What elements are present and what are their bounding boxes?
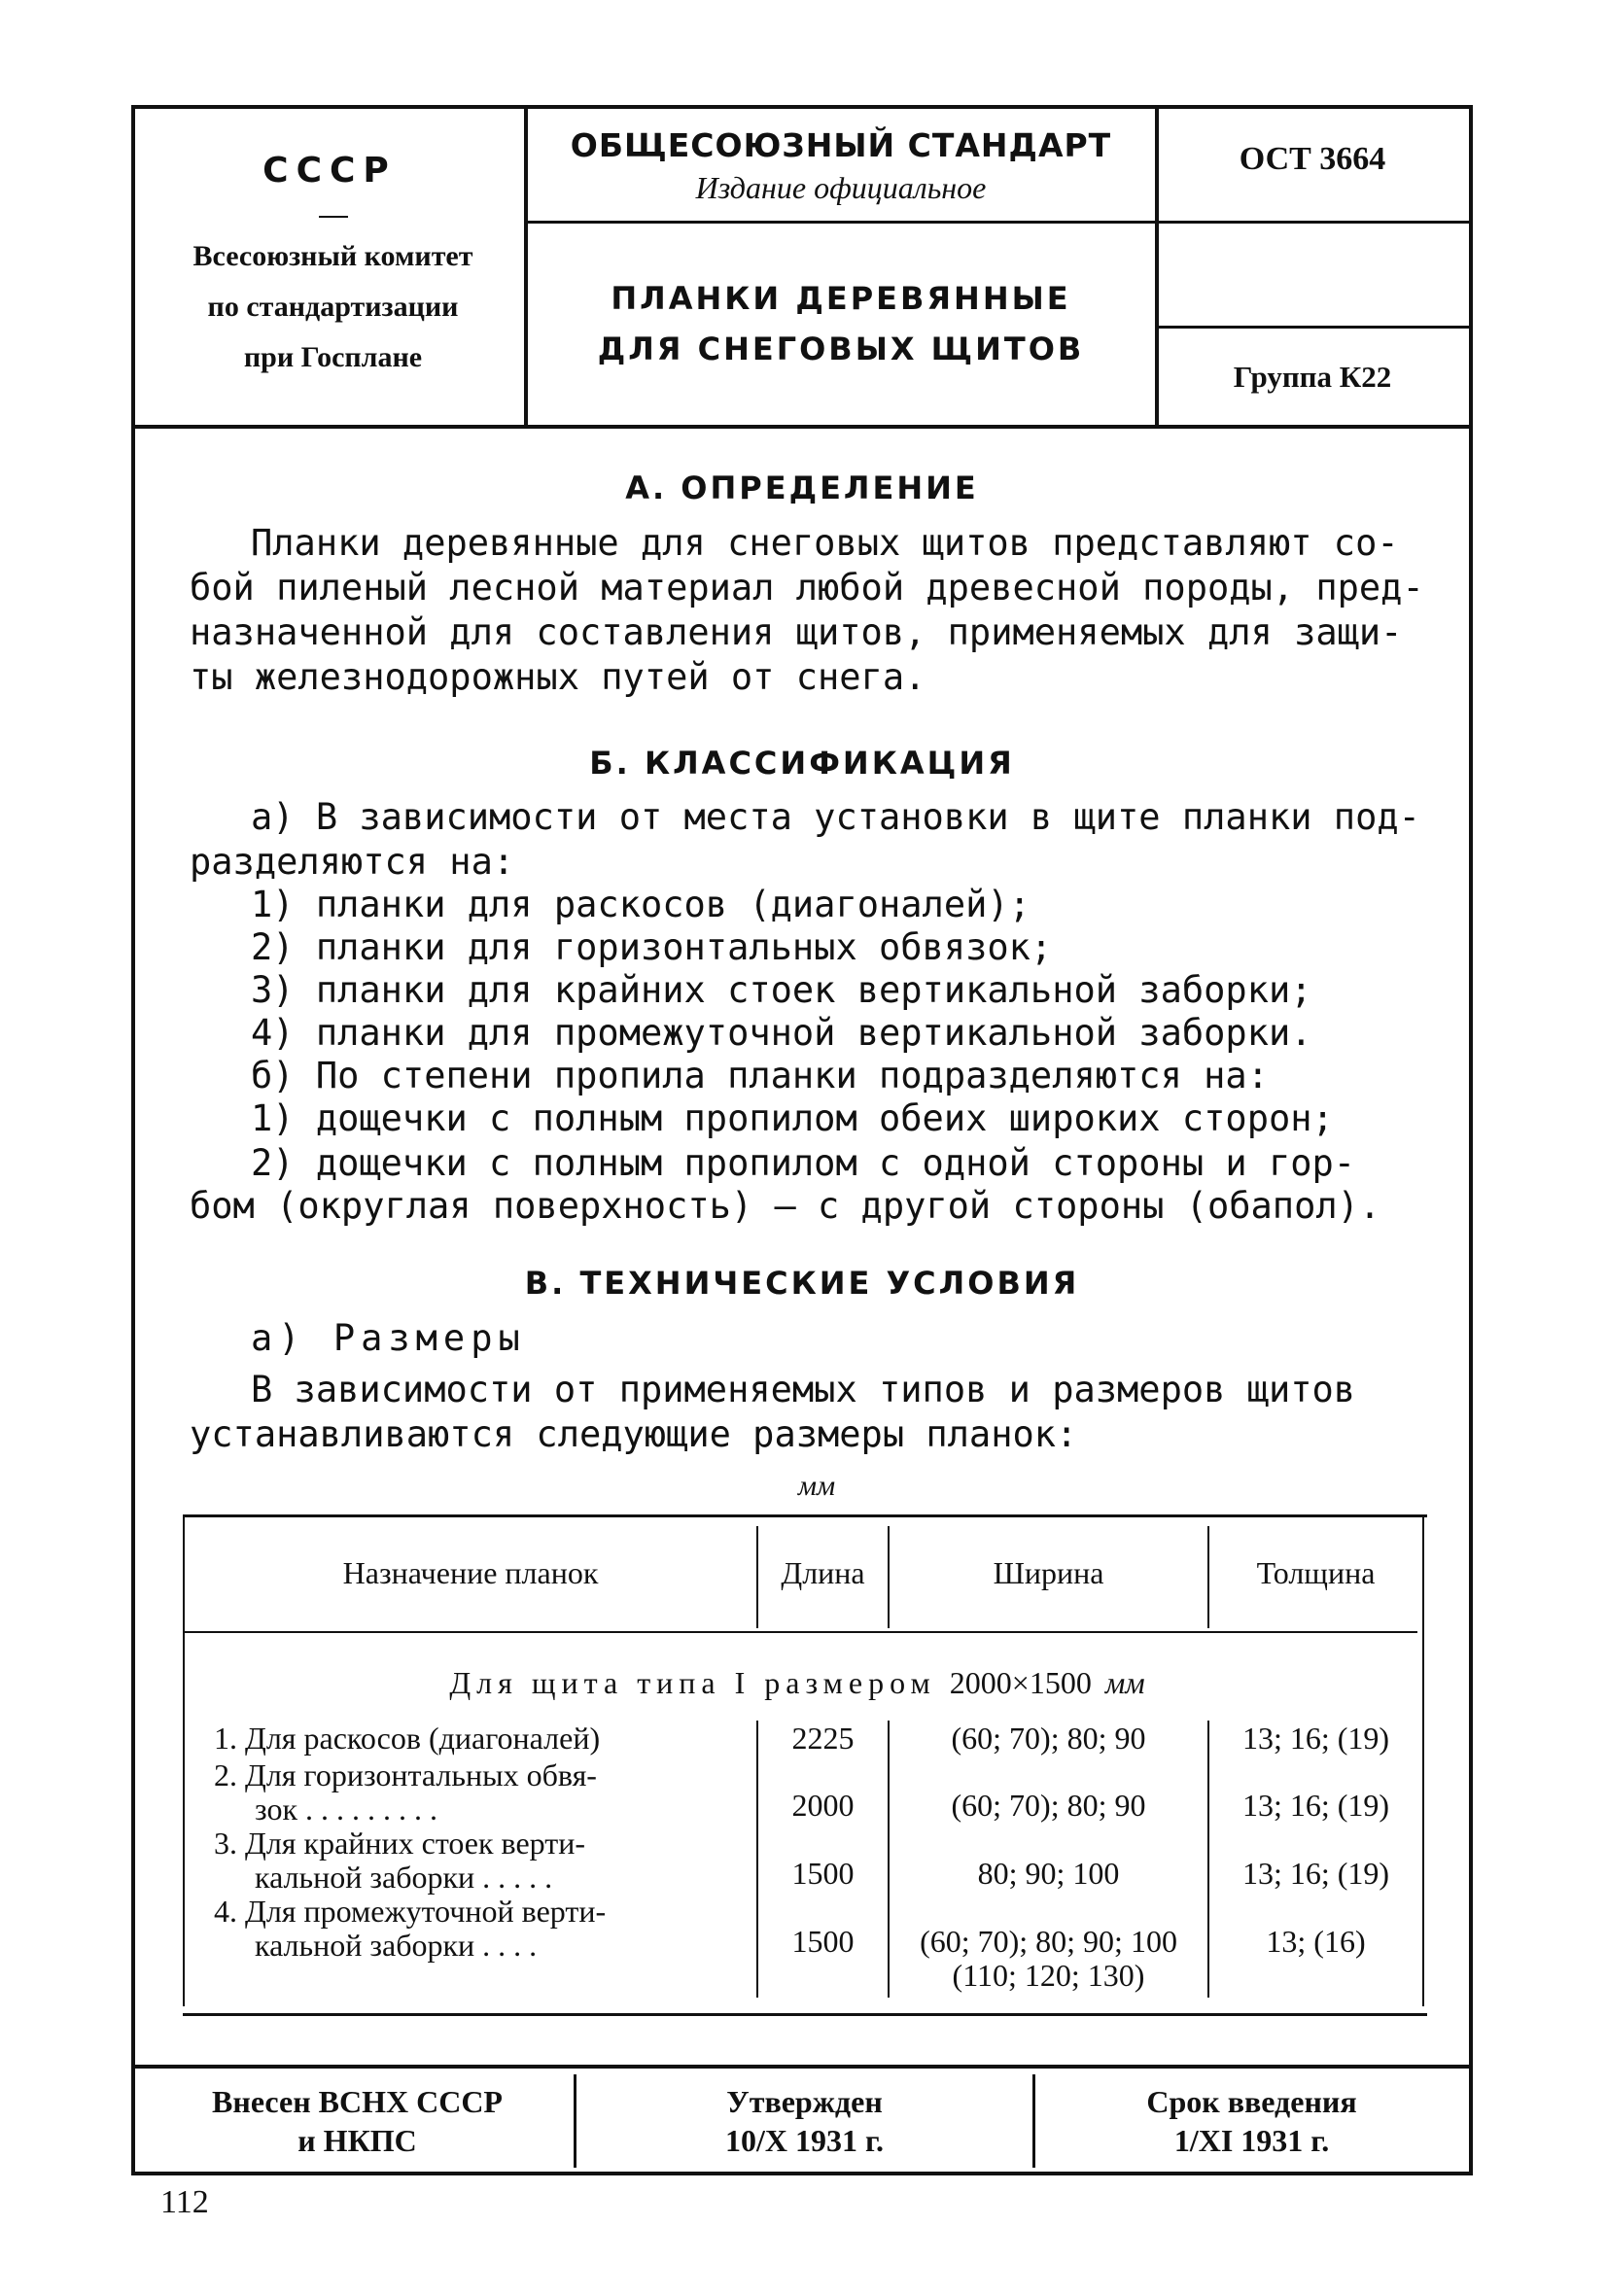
section-b-line: 2) дощечки с полным пропилом с одной стороны и гор-: [251, 1142, 1356, 1184]
table-header-length: Длина: [781, 1555, 865, 1590]
table-cell-thickness: 13; 16; (19): [1241, 1788, 1390, 1823]
header-divider-left: [524, 109, 528, 425]
table-cell-length: 1500: [791, 1924, 855, 1959]
committee-line: Всесоюзный комитет: [192, 240, 473, 272]
section-b-line: 2) планки для горизонтальных обвязок;: [251, 926, 1053, 968]
subheading-size: 2000×1500: [949, 1665, 1092, 1700]
section-a-line: назначенной для составления щитов, применяемых для защи-: [190, 611, 1403, 653]
table-right-rule: [1422, 1514, 1424, 2006]
footer-introduced-line: Внесен ВСНХ СССР: [212, 2084, 503, 2119]
table-cell-length: 1500: [791, 1856, 855, 1891]
section-b-line: 1) планки для раскосов (диагоналей);: [251, 884, 1031, 925]
section-a-line: ты железнодорожных путей от снега.: [190, 656, 926, 698]
ost-number: ОСТ 3664: [1239, 141, 1386, 177]
committee-block: [146, 231, 520, 383]
section-b-line: разделяются на:: [190, 841, 515, 883]
section-c-line: В зависимости от применяемых типов и размеров щитов: [251, 1369, 1356, 1410]
committee-line: по стандартизации: [207, 291, 459, 323]
section-b-line: 1) дощечки с полным пропилом обеих широких сторон;: [251, 1097, 1334, 1139]
section-b-line: а) В зависимости от места установки в щите планки под-: [251, 796, 1420, 838]
footer-effective-line: 1/XI 1931 г.: [1173, 2123, 1330, 2158]
table-cell-length: 2000: [791, 1788, 855, 1823]
table-subheading: [185, 1665, 1410, 1701]
section-c-subtitle: а) Размеры: [251, 1317, 526, 1359]
table-cell-width: (110; 120; 130): [952, 1958, 1145, 1993]
table-header-thickness: Толщина: [1256, 1555, 1376, 1590]
footer-effective-line: Срок введения: [1146, 2084, 1357, 2119]
table-cell-length: 2225: [791, 1721, 855, 1756]
table-cell-thickness: 13; 16; (19): [1241, 1856, 1390, 1891]
table-unit: мм: [797, 1470, 836, 1502]
committee-line: при Госплане: [243, 341, 423, 373]
product-title-line2: ДЛЯ СНЕГОВЫХ ЩИТОВ: [597, 330, 1085, 367]
subheading-prefix: Для щита типа I размером: [449, 1665, 936, 1700]
table-header-width: Ширина: [993, 1555, 1104, 1590]
footer-introduced: [141, 2082, 574, 2160]
table-header-purpose: Назначение планок: [342, 1555, 599, 1590]
section-b-title: Б. КЛАССИФИКАЦИЯ: [589, 745, 1015, 782]
header-divider-group: [1159, 326, 1469, 329]
section-b-line: б) По степени пропила планки подразделяются на:: [251, 1055, 1269, 1096]
footer-effective: [1035, 2082, 1468, 2160]
table-cell-purpose: зок . . . . . . . . .: [255, 1792, 437, 1826]
edition-label: Издание официальное: [695, 170, 987, 205]
subheading-unit: мм: [1104, 1665, 1145, 1700]
section-c-title: В. ТЕХНИЧЕСКИЕ УСЛОВИЯ: [524, 1265, 1080, 1302]
footer-approved-line: Утвержден: [726, 2084, 883, 2119]
country-label: СССР: [262, 151, 397, 191]
section-a-line: Планки деревянные для снеговых щитов представляют со-: [251, 522, 1399, 564]
table-cell-thickness: 13; 16; (19): [1241, 1721, 1390, 1756]
section-b-line: 3) планки для крайних стоек вертикальной заборки;: [251, 969, 1312, 1011]
footer-approved: [576, 2082, 1032, 2160]
header-divider-mid: [528, 221, 1469, 224]
table-cell-purpose: 4. Для промежуточной верти-: [214, 1894, 607, 1929]
header-divider-right: [1155, 109, 1159, 425]
section-a-title: А. ОПРЕДЕЛЕНИЕ: [625, 470, 979, 506]
table-cell-purpose: кальной заборки . . . . .: [255, 1860, 553, 1895]
section-b-line: 4) планки для промежуточной вертикальной заборки.: [251, 1012, 1312, 1054]
country-dash: [319, 216, 348, 218]
footer-top-rule: [135, 2065, 1469, 2069]
footer-approved-line: 10/X 1931 г.: [725, 2123, 884, 2158]
table-cell-purpose: 2. Для горизонтальных обвя-: [214, 1757, 597, 1792]
table-cell-width: 80; 90; 100: [977, 1856, 1120, 1891]
page-number: 112: [160, 2184, 209, 2220]
footer-introduced-line: и НКПС: [297, 2123, 417, 2158]
table-top-rule: [183, 1514, 1427, 1517]
section-b-line: бом (округлая поверхность) — с другой стороны (обапол).: [190, 1185, 1381, 1227]
table-cell-width: (60; 70); 80; 90; 100: [920, 1924, 1177, 1959]
standard-title: ОБЩЕСОЮЗНЫЙ СТАНДАРТ: [570, 126, 1112, 164]
table-cell-width: (60; 70); 80; 90: [951, 1788, 1146, 1823]
table-cell-purpose: 1. Для раскосов (диагоналей): [214, 1721, 601, 1756]
section-a-line: бой пиленый лесной материал любой древесной породы, пред-: [190, 567, 1424, 609]
table-cell-thickness: 13; (16): [1266, 1924, 1366, 1959]
section-c-line: устанавливаются следующие размеры планок:: [190, 1413, 1078, 1455]
table-bottom-rule: [183, 2013, 1427, 2016]
product-title-line1: ПЛАНКИ ДЕРЕВЯННЫЕ: [611, 280, 1071, 317]
group-code: Группа К22: [1233, 360, 1392, 394]
table-cell-purpose: 3. Для крайних стоек верти-: [214, 1826, 586, 1861]
header-bottom-rule: [135, 425, 1469, 429]
table-cell-width: (60; 70); 80; 90: [951, 1721, 1146, 1756]
table-header-rule: [183, 1631, 1417, 1633]
table-cell-purpose: кальной заборки . . . .: [255, 1928, 538, 1963]
